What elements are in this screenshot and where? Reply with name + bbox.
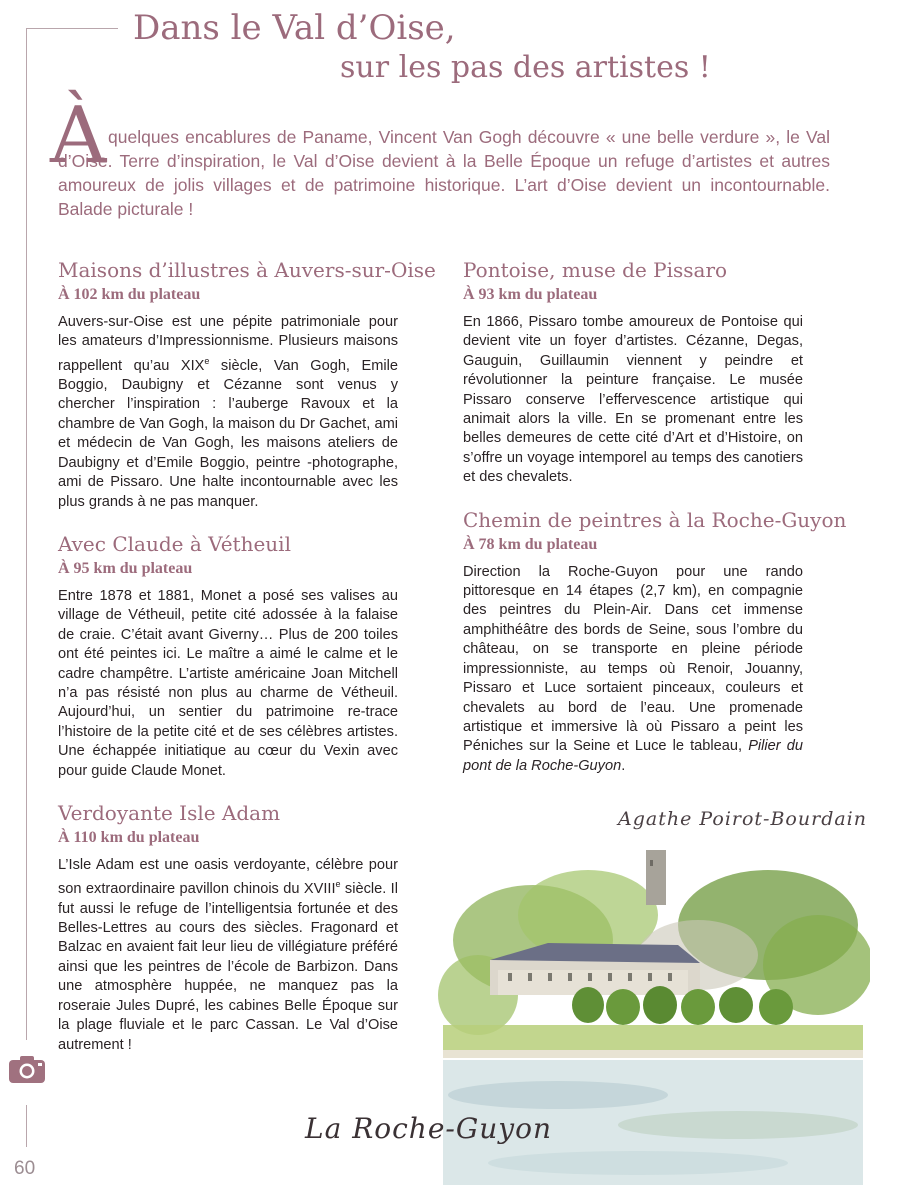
artist-signature: Agathe Poirot-Bourdain	[618, 808, 867, 830]
section-distance: À 93 km du plateau	[463, 286, 598, 303]
section-distance: À 110 km du plateau	[58, 828, 200, 846]
page-title-line1: Dans le Val d’Oise,	[133, 8, 456, 48]
camera-icon	[8, 1054, 46, 1084]
section-distance: À 102 km du plateau	[58, 286, 201, 303]
page-number: 60	[14, 1158, 36, 1179]
section-distance: À 78 km du plateau	[463, 535, 598, 553]
section-title: Pontoise, muse de Pissaro	[463, 258, 728, 282]
painting-caption: La Roche-Guyon	[305, 1112, 552, 1145]
section-pontoise	[463, 256, 803, 488]
section-auvers	[58, 256, 436, 512]
section-body: L’Isle Adam est une oasis verdoyante, célèbre pour son extraordinaire pavillon chinois du XVIIIe siècle. Il fut aussi le refuge de l’intelligentsia fortunée et des Belles-Lettres au cours des siècles. Fragonard et Balzac en avaient fait leur lieu de villégiature préféré ainsi que les peintres de l’école de Barbizon. Dans une atmosphère huppée, ne manquez pas la roseraie Jules Dupré, les cabines Belle Époque sur la plage fluviale et le parc Cassan. Le Val d’Oise autrement !	[58, 856, 398, 1053]
intro-dropcap: À	[50, 91, 107, 181]
intro-paragraph: quelques encablures de Paname, Vincent Van Gogh découvre « une belle verdure », le Val d’Oise. Terre d’inspiration, le Val d’Oise devient à la Belle Époque un refuge d’artistes et autres amoureux de jolis villages et de patrimoine historique. L’art d’Oise devient un incontournable. Balade picturale !	[58, 127, 830, 219]
frame-line-left-bottom	[26, 1105, 27, 1147]
page-title-line2: sur les pas des artistes !	[340, 50, 711, 85]
section-body: Auvers-sur-Oise est une pépite patrimoniale pour les amateurs d’Impressionnisme. Plusieurs maisons rappellent qu’au XIXe siècle, Van Gogh, Emile Boggio, Daubigny et Cézanne sont venus y chercher l’inspiration : l’auberge Ravoux et la chambre de Van Gogh, la maison du Dr Gachet, ami et médecin de Van Gogh, les maisons ateliers de Daubigny et d’Emile Boggio, peintre -photographe, ami de Pissaro. Une halte incontournable avec les plus grands à ne pas manquer.	[58, 314, 399, 510]
frame-line-top	[26, 28, 118, 29]
left-column	[58, 256, 436, 1073]
frame-line-left	[26, 28, 27, 1040]
section-isle-adam	[58, 799, 398, 1055]
right-column	[463, 256, 847, 794]
section-body: En 1866, Pissaro tombe amoureux de Pontoise qui devient vite un foyer d’artistes. Cézanne, Degas, Gauguin, Guillaumin viennent y peindre et révolutionner la peinture française. Le musée Pissaro conserve l’effervescence artistique qui animait alors la ville. En se promenant entre les belles demeures de cette cité d’Art et d’Histoire, on s’offre un voyage intemporel au temps des canotiers et des chevalets.	[463, 314, 803, 486]
section-body: Entre 1878 et 1881, Monet a posé ses valises au village de Vétheuil, petite cité adossée à la falaise de craie. C’était avant Giverny… Plus de 200 toiles ont été peintes ici. Le maître a aimé le calme et le cadre champêtre. L’artiste américaine Joan Mitchell n’a pas résisté non plus au charme de Vétheuil. Aujourd’hui, un sentier du patrimoine re-trace l’histoire de la petite cité et de ses célèbres artistes. Une échappée initiatique au cœur du Vexin avec pour guide Claude Monet.	[58, 587, 398, 779]
section-roche-guyon	[463, 506, 847, 776]
section-distance: À 95 km du plateau	[58, 559, 193, 577]
section-vetheuil	[58, 530, 398, 781]
section-body: Direction la Roche-Guyon pour une rando pittoresque en 14 étapes (2,7 km), en compagnie des peintres du Plein-Air. Dans cet immense amphithéâtre des bords de Seine, sous l’ombre du château, on se transporte en pleine période impressionniste, au temps où Renoir, Jouanny, Pissaro et Luce sortaient pinceaux, couleurs et chevalets au bord de l’eau. Une promenade artistique et immersive là où Pissaro a peint les Péniches sur la Seine et Luce le tableau, Pilier du pont de la Roche-Guyon.	[463, 563, 803, 774]
section-title: Maisons d’illustres à Auvers-sur-Oise	[58, 258, 436, 282]
section-title: Avec Claude à Vétheuil	[58, 531, 291, 556]
section-title: Chemin de peintres à la Roche-Guyon	[463, 507, 847, 532]
section-title: Verdoyante Isle Adam	[58, 800, 281, 825]
